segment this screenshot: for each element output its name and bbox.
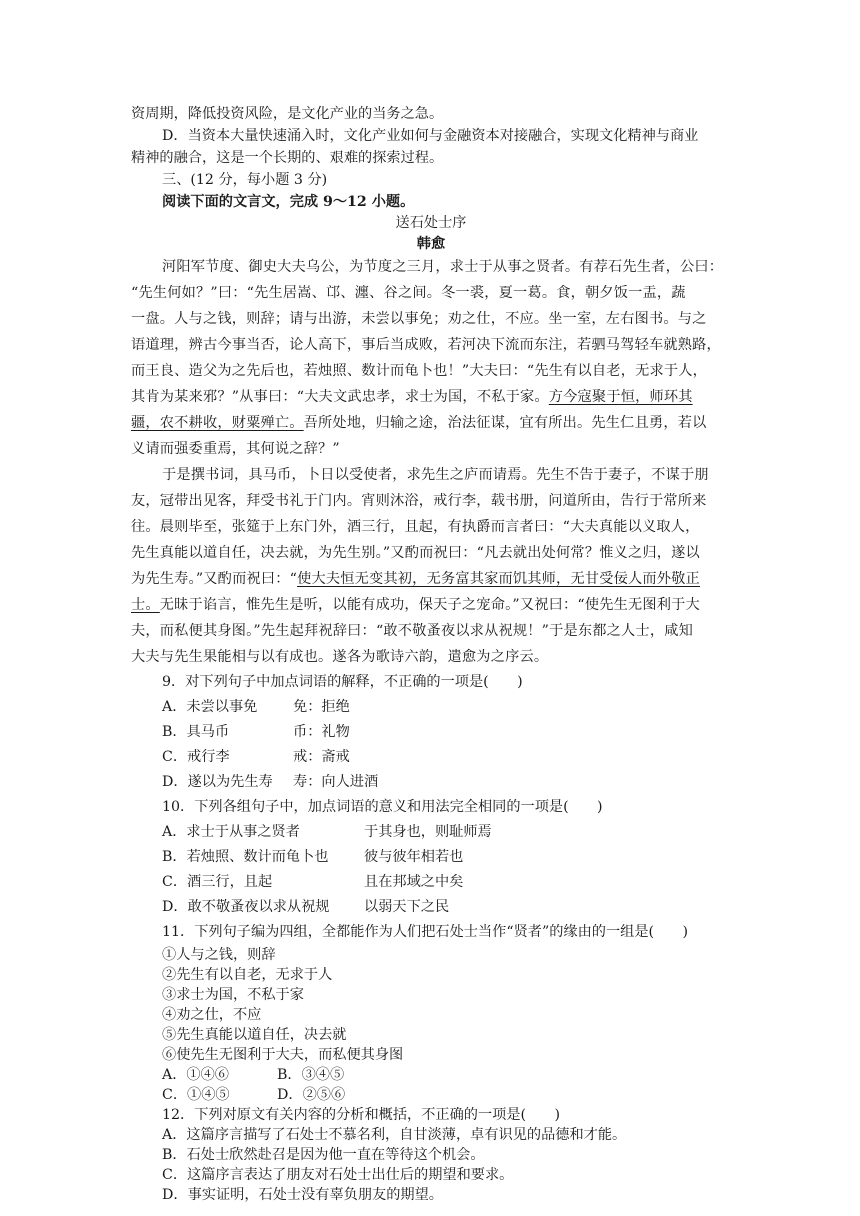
option-gloss: 戒：斋戒 [293,749,350,765]
option-row [131,845,731,870]
option-text: D．②⑤⑥ [277,1087,346,1103]
essay-line: 而王良、造父为之先后也，若烛照、数计而龟卜也！”大夫曰：“先生有以自老，无求于人， [131,363,708,379]
essay-line [131,384,731,410]
essay-line: 友，冠带出见客，拜受书礼于门内。宵则沐浴，戒行李，载书册，问道所由，告行于常所来 [131,493,707,509]
option-row [131,1085,731,1105]
question-9 [131,670,731,795]
option-row: C．这篇序言表达了朋友对石处士出仕后的期望和要求。 [162,1167,514,1183]
option-gloss: 币：礼物 [293,724,350,740]
essay-line: 大夫与先生果能相与以有成也。遂各为歌诗六韵，遣愈为之序云。 [131,649,549,665]
question-10 [131,795,731,920]
option-text: C．①④⑤ [162,1087,230,1103]
list-item: ⑥使先生无图利于大夫，而私便其身图 [162,1047,404,1063]
question-stem: 9．对下列句子中加点词语的解释，不正确的一项是( ) [162,674,523,690]
list-item: ④劝之仕，不应 [162,1007,262,1023]
option-text: B．若烛照、数计而龟卜也 [162,849,329,865]
underlined-sentence: 方今寇聚于恒，师环其 [548,389,693,405]
essay-text: 吾所处地，归输之途，治法征谋，宜有所出。先生仁且勇，若以 [303,415,707,431]
option-text: A．求士于从事之贤者 [162,824,300,840]
essay-line: 一盘。人与之钱，则辞；请与出游，未尝以事免；劝之仕，不应。坐一室，左右图书。与之 [131,311,707,327]
document-page [131,103,731,1205]
intro-line: 资周期，降低投资风险，是文化产业的当务之急。 [131,106,444,122]
intro-option-d: D．当资本大量快速涌入时，文化产业如何与金融资本对接融合，实现文化精神与商业 [162,128,699,144]
essay-line: 夫，而私便其身图。”先生起拜祝辞曰：“敢不敬蚤夜以求从祝规！”于是东都之人士，咸知 [131,623,693,639]
essay-text: 为先生寿。”又酌而祝曰：“ [131,571,298,587]
list-item: ③求士为国，不私于家 [162,987,304,1003]
essay-line [131,410,731,436]
option-text: C．戒行李 [162,749,230,765]
list-item: ②先生有以自老，无求于人 [162,967,333,983]
question-11 [131,920,731,1105]
essay-title: 送石处士序 [395,215,467,231]
essay-line [131,566,731,592]
option-text: A．①④⑥ [162,1067,229,1083]
option-text: D．遂以为先生寿 [162,774,273,790]
option-row [131,895,731,920]
option-row [131,695,731,720]
option-text: A．未尝以事免 [162,699,258,715]
option-row [131,820,731,845]
option-row [131,745,731,770]
intro-line: 精神的融合，这是一个长期的、艰难的探索过程。 [131,150,444,166]
option-compare: 彼与彼年相若也 [364,849,464,865]
option-row: B．石处士欣然赴召是因为他一直在等待这个机会。 [162,1147,485,1163]
essay-line: 先生真能以道自任，决去就，为先生别。”又酌而祝曰：“凡去就出处何常？惟义之归，遂以 [131,545,700,561]
section-instruction: 阅读下面的文言文，完成 9～12 小题。 [162,194,415,210]
option-row: A．这篇序言描写了石处士不慕名利，自甘淡薄，卓有识见的品德和才能。 [162,1127,627,1143]
question-stem: 12．下列对原文有关内容的分析和概括，不正确的一项是( ) [162,1107,561,1123]
essay-line: 义请而强委重焉，其何说之辞？” [131,441,340,457]
essay-text: 其肯为某来邪？”从事曰：“大夫文武忠孝，求士为国，不私于家。 [131,389,549,405]
option-gloss: 免：拒绝 [293,699,350,715]
option-row: D．事实证明，石处士没有辜负朋友的期望。 [162,1187,443,1203]
essay-text: 无昧于谄言，惟先生是听，以能有成功，保天子之宠命。”又祝曰：“使先生无图利于大 [159,597,700,613]
option-text: B．具马币 [162,724,230,740]
option-text: D．敢不敬蚤夜以求从祝规 [162,899,330,915]
option-gloss: 寿：向人进酒 [293,774,379,790]
option-compare: 以弱天下之民 [364,899,450,915]
essay-line: “先生何如？”曰：“先生居嵩、邙、瀍、谷之间。冬一裘，夏一葛。食，朝夕饭一盂，蔬 [131,285,686,301]
essay-line [131,592,731,618]
question-12 [131,1105,731,1205]
list-item: ⑤先生真能以道自任，决去就 [162,1027,347,1043]
essay-line: 于是撰书词，具马币，卜日以受使者，求先生之庐而请焉。先生不告于妻子，不谋于朋 [162,467,709,483]
list-item: ①人与之钱，则辞 [162,947,276,963]
option-row [131,720,731,745]
section-heading: 三、(12 分，每小题 3 分) [162,172,328,188]
underlined-sentence: 士。 [131,597,160,613]
option-row [131,870,731,895]
question-stem: 10．下列各组句子中，加点词语的意义和用法完全相同的一项是( ) [162,799,603,815]
essay-body [131,254,731,670]
essay-line: 语道理，辨古今事当否，论人高下，事后当成败，若河决下流而东注，若驷马驾轻车就熟路， [131,337,721,353]
option-text: B．③④⑤ [277,1067,345,1083]
option-row [131,1065,731,1085]
option-text: C．酒三行，且起 [162,874,273,890]
question-stem: 11．下列句子编为四组，全都能作为人们把石处士当作“贤者”的缘由的一组是( ) [162,924,689,940]
essay-line: 往。晨则毕至，张筵于上东门外，酒三行，且起，有执爵而言者曰：“大夫真能以义取人， [131,519,700,535]
option-compare: 且在邦域之中矣 [364,874,464,890]
underlined-sentence: 疆，农不耕收，财粟殚亡。 [131,415,304,431]
essay-line: 河阳军节度、御史大夫乌公，为节度之三月，求士于从事之贤者。有荐石先生者，公曰： [162,259,724,275]
essay-author: 韩愈 [416,236,446,252]
option-compare: 于其身也，则耻师焉 [364,824,492,840]
option-row [131,770,731,795]
underlined-sentence: 使大夫恒无变其初，无务富其家而饥其师，无甘受佞人而外敬正 [297,571,700,587]
